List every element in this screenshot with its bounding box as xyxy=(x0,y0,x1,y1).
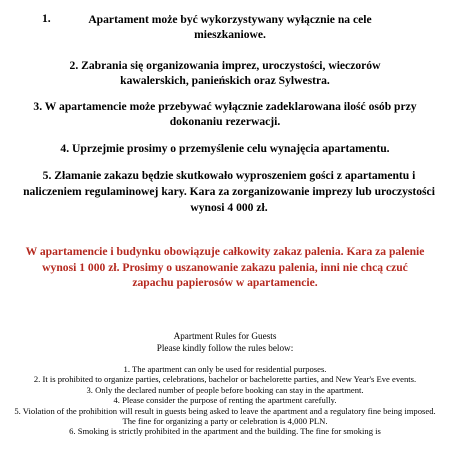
rule-3-text: 3. W apartamencie może przebywać wyłącznie zadeklarowana ilość osób przy dokonaniu rezerwacji. xyxy=(33,100,417,128)
english-rule-6: 6. Smoking is strictly prohibited in the apartment and the building. The fine for smoking is xyxy=(69,426,381,437)
english-rule-5: 5. Violation of the prohibition will result in guests being asked to leave the apartment and a regulatory fine being imposed. The fine for organizing a party or celebration is 4,000 PLN. xyxy=(14,405,436,427)
english-rule-3: 3. Only the declared number of people before booking can stay in the apartment. xyxy=(86,384,364,395)
smoking-notice: W apartamencie i budynku obowiązuje całkowity zakaz palenia. Kara za palenie wynosi 1 000 zł. Prosimy o uszanowanie zakazu palenia, inni nie chcą czuć zapachu papierosów w apartamencie. xyxy=(25,245,425,289)
english-rules-list xyxy=(12,364,438,437)
english-rule-4: 4. Please consider the purpose of renting the apartment carefully. xyxy=(113,395,337,406)
english-subtitle: Please kindly follow the rules below: xyxy=(156,343,294,353)
english-rule-1: 1. The apartment can only be used for residential purposes. xyxy=(123,364,327,374)
rule-2-text: 2. Zabrania się organizowania imprez, uroczystości, wieczorów kawalerskich, panieńskich oraz Sylwestra. xyxy=(69,59,381,87)
rule-5-text: 5. Złamanie zakazu będzie skutkowało wyproszeniem gości z apartamentu i naliczeniem regulaminowej kary. Kara za zorganizowanie imprezy lub uroczystości wynosi 4 000 zł. xyxy=(23,169,435,214)
english-title: Apartment Rules for Guests xyxy=(173,331,277,341)
rule-4-text: 4. Uprzejmie prosimy o przemyślenie celu wynajęcia apartamentu. xyxy=(60,142,390,155)
rule-1-text: Apartament może być wykorzystywany wyłącznie na cele mieszkaniowe. xyxy=(88,13,372,41)
rule-1-number: 1. xyxy=(42,12,51,25)
english-rule-2: 2. It is prohibited to organize parties, celebrations, bachelor or bachelorette parties, and New Year's Eve events. xyxy=(33,374,417,385)
